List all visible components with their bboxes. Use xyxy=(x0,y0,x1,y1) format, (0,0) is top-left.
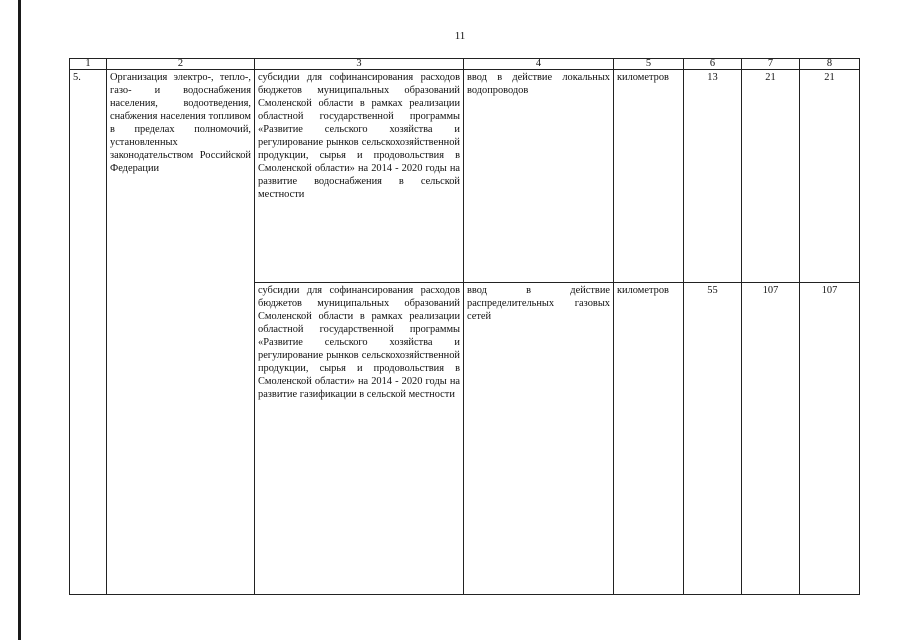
row-number-cell: 5. xyxy=(70,70,107,595)
column-header: 6 xyxy=(684,59,742,70)
subsidy-cell: субсидии для софинансирования расходов бюджетов муниципальных образований Смоленской области в рамках реализации областной государственной программы «Развитие сельского хозяйства и регулирование рынков сельскохозяйственной продукции, сырья и продовольствия в Смоленской области» на 2014 - 2020 годы на развитие водоснабжения в сельской местности xyxy=(255,70,464,283)
page-number: 11 xyxy=(454,30,466,42)
value-cell: 13 xyxy=(684,70,742,283)
value-cell: 21 xyxy=(800,70,860,283)
column-header: 3 xyxy=(255,59,464,70)
value-cell: 55 xyxy=(684,283,742,595)
table-row xyxy=(70,70,860,283)
value-cell: 21 xyxy=(742,70,800,283)
result-cell: ввод в действие распределительных газовых сетей xyxy=(464,283,614,595)
column-header: 5 xyxy=(614,59,684,70)
table-header-row xyxy=(70,59,860,70)
value-cell: 107 xyxy=(800,283,860,595)
unit-cell: километров xyxy=(614,70,684,283)
value-cell: 107 xyxy=(742,283,800,595)
scan-edge-line xyxy=(18,0,21,640)
unit-cell: километров xyxy=(614,283,684,595)
column-header: 8 xyxy=(800,59,860,70)
row-name-cell: Организация электро-, тепло-, газо- и водоснабжения населения, водоотведения, снабжения населения топливом в пределах полномочий, установленных законодательством Российской Федерации xyxy=(107,70,255,595)
result-cell: ввод в действие локальных водопроводов xyxy=(464,70,614,283)
column-header: 4 xyxy=(464,59,614,70)
column-header: 1 xyxy=(70,59,107,70)
column-header: 2 xyxy=(107,59,255,70)
column-header: 7 xyxy=(742,59,800,70)
subsidy-cell: субсидии для софинансирования расходов бюджетов муниципальных образований Смоленской области в рамках реализации областной государственной программы «Развитие сельского хозяйства и регулирование рынков сельскохозяйственной продукции, сырья и продовольствия в Смоленской области» на 2014 - 2020 годы на развитие газификации в сельской местности xyxy=(255,283,464,595)
data-table xyxy=(69,58,860,595)
